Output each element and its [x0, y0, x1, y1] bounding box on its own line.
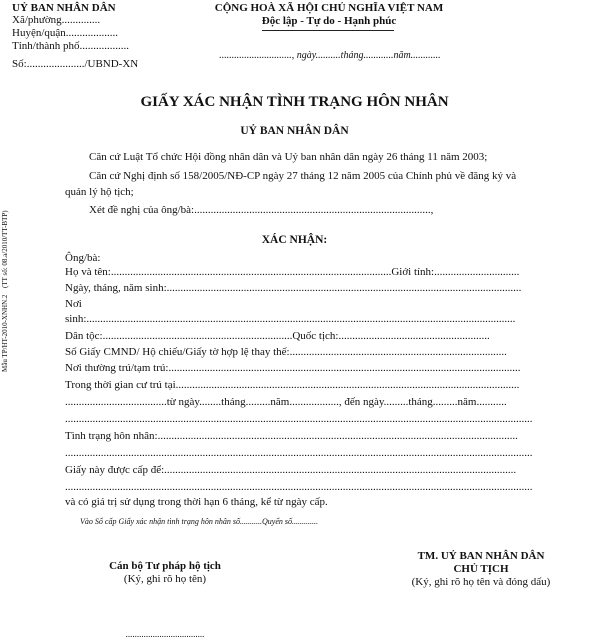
basis-decree-1: Căn cứ Nghị định số 158/2005/NĐ-CP ngày 27 tháng 12 năm 2005 của Chính phủ về đăng ký và	[89, 170, 517, 182]
field-residence-period: Trong thời gian cư trú tại.............................................................................................................................	[65, 379, 520, 391]
field-residence: Nơi thường trú/tạm trú:................................................................................................................................	[65, 362, 521, 374]
signature-left-title: Cán bộ Tư pháp hộ tịch	[109, 560, 221, 572]
signature-left-dots: ...................................	[125, 629, 205, 639]
confirm-heading: XÁC NHẬN:	[261, 234, 328, 246]
ward-label: Xã/phường	[12, 14, 62, 26]
number-suffix: /UBND-XN	[84, 58, 139, 70]
field-id-document: Số Giấy CMND/ Hộ chiếu/Giấy tờ hợp lệ thay thế:...............................................................................	[65, 346, 507, 358]
issuing-authority: UỶ BAN NHÂN DÂN	[240, 125, 349, 137]
basis-decree-2: quản lý hộ tịch;	[65, 186, 134, 198]
field-marital-status: Tình trạng hôn nhân:...................................................................................................................................	[65, 430, 518, 442]
field-blank-line-3: ..........................................................................................................................................................................	[65, 481, 533, 493]
ward-dots: ..............	[61, 14, 101, 26]
field-residence-dates: .....................................từ ngày........tháng.........năm.................., đến ngày.........tháng.........năm...........	[65, 396, 507, 408]
header-left-ward	[12, 15, 100, 26]
district-dots: ...................	[65, 27, 119, 39]
district-label: Huyện/quận	[12, 27, 66, 39]
side-form-code: Mẫu TP/HT-2010-XNHN.2	[1, 294, 9, 372]
registry-note: Vào Sổ cấp Giấy xác nhận tình trạng hôn nhân số...........Quyển số.............	[80, 517, 318, 526]
header-national-title: CỘNG HOÀ XÃ HỘI CHỦ NGHĨA VIỆT NAM	[214, 2, 444, 14]
number-dots: .....................	[26, 58, 85, 70]
side-circular-reference: (TT số: 08.a/2010/TT-BTP)	[1, 210, 9, 288]
field-blank-line-2: ..........................................................................................................................................................................	[65, 447, 533, 459]
signature-right-title-2: CHỦ TỊCH	[453, 563, 509, 575]
field-purpose: Giấy này được cấp để:................................................................................................................................	[65, 464, 517, 476]
field-place-of-birth: sinh:............................................................................................................................................................	[65, 313, 516, 325]
signature-left-note: (Ký, ghi rõ họ tên)	[123, 573, 207, 585]
field-validity: và có giá trị sử dụng trong thời hạn 6 tháng, kể từ ngày cấp.	[65, 496, 328, 508]
signature-right-note: (Ký, ghi rõ họ tên và đóng dấu)	[411, 576, 551, 588]
field-date-of-birth: Ngày, tháng, năm sinh:.................................................................................................................................	[65, 282, 522, 294]
basis-request: Xét đề nghị của ông/bà:......................................................................................,	[89, 204, 434, 216]
header-left-district	[12, 28, 118, 39]
field-full-name-gender: Họ và tên:......................................................................................................Giới tính:...............................	[65, 266, 520, 278]
field-place-of-birth-label: Nơi	[65, 298, 82, 310]
header-left-province	[12, 41, 129, 52]
field-person: Ông/bà:	[65, 252, 101, 264]
province-label: Tỉnh/thành phố	[12, 40, 80, 52]
field-blank-line-1: ..........................................................................................................................................................................	[65, 413, 533, 425]
basis-law: Căn cứ Luật Tổ chức Hội đồng nhân dân và Uỷ ban nhân dân ngày 26 tháng 11 năm 2003;	[89, 151, 488, 163]
field-ethnicity-nationality: Dân tộc:.....................................................................Quốc tịch:.......................................................	[65, 330, 490, 342]
header-motto: Độc lập - Tự do - Hạnh phúc	[261, 15, 397, 27]
header-date-line: ............................., ngày..........tháng............năm............	[219, 50, 441, 61]
province-dots: ..................	[79, 40, 130, 52]
number-label: Số:	[12, 58, 27, 70]
header-left-authority: UỶ BAN NHÂN DÂN	[12, 2, 116, 14]
header-document-number	[12, 59, 138, 70]
signature-right-title-1: TM. UỶ BAN NHÂN DÂN	[417, 550, 545, 562]
motto-underline	[262, 30, 394, 31]
document-title: GIẤY XÁC NHẬN TÌNH TRẠNG HÔN NHÂN	[140, 94, 449, 110]
